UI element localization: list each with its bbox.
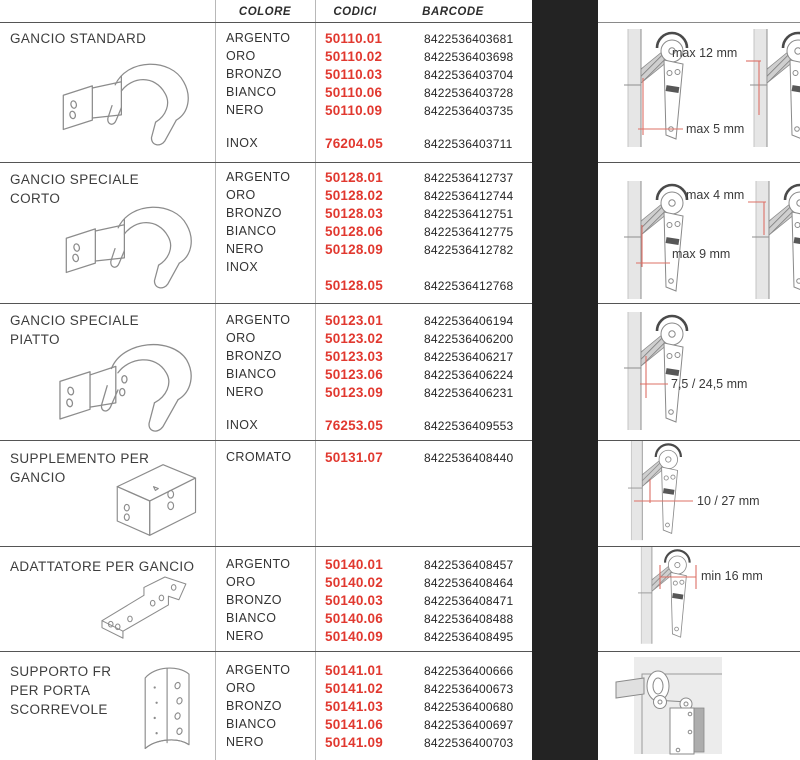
barcode-value: 8422536409553: [424, 419, 514, 433]
code-value: 50123.09: [325, 385, 383, 400]
barcode-value: 8422536406224: [424, 368, 514, 382]
row-divider: [0, 546, 532, 547]
code-value: 50141.01: [325, 663, 383, 678]
product-name-line: CORTO: [10, 191, 61, 206]
product-name-line: ADATTATORE PER GANCIO: [10, 559, 195, 574]
code-value: 50140.06: [325, 611, 383, 626]
dimension-label: max 4 mm: [686, 188, 745, 202]
code-value: 50131.07: [325, 450, 383, 465]
barcode-value: 8422536412782: [424, 243, 514, 257]
barcode-value: 8422536408471: [424, 594, 514, 608]
barcode-value: 8422536408457: [424, 558, 514, 572]
barcode-value: 8422536408464: [424, 576, 514, 590]
product-name-line: GANCIO STANDARD: [10, 31, 147, 46]
row-divider: [0, 440, 532, 441]
color-value: BRONZO: [226, 206, 282, 220]
code-value: 50128.05: [325, 278, 383, 293]
barcode-value: 8422536412737: [424, 171, 514, 185]
color-value: ORO: [226, 188, 256, 202]
code-value: 50123.02: [325, 331, 383, 346]
barcode-value: 8422536408495: [424, 630, 514, 644]
code-value: 50110.02: [325, 49, 383, 64]
barcode-value: 8422536403681: [424, 32, 514, 46]
barcode-value: 8422536403698: [424, 50, 514, 64]
product-name-line: PIATTO: [10, 332, 60, 347]
color-value: NERO: [226, 385, 264, 399]
code-value: 50110.06: [325, 85, 383, 100]
code-value: 76253.05: [325, 418, 383, 433]
color-value: INOX: [226, 136, 259, 150]
dimension-label: max 5 mm: [686, 122, 745, 136]
product-title: [10, 29, 210, 48]
barcode-value: 8422536403735: [424, 104, 514, 118]
code-value: 50123.06: [325, 367, 383, 382]
row-divider: [0, 303, 532, 304]
color-value: BRONZO: [226, 593, 282, 607]
color-value: BIANCO: [226, 611, 277, 625]
product-name-line: SUPPLEMENTO PER: [10, 451, 150, 466]
dimension-label: max 9 mm: [672, 247, 731, 261]
row-divider: [0, 651, 532, 652]
color-value: BRONZO: [226, 67, 282, 81]
barcode-value: 8422536412775: [424, 225, 514, 239]
code-value: 50141.09: [325, 735, 383, 750]
product-name-line: GANCIO: [10, 470, 66, 485]
code-value: 50123.03: [325, 349, 383, 364]
product-name-line: SCORREVOLE: [10, 702, 108, 717]
dimension-label: 7,5 / 24,5 mm: [671, 377, 748, 391]
dimension-diagram: [598, 163, 800, 302]
code-value: 50128.02: [325, 188, 383, 203]
color-value: BRONZO: [226, 699, 282, 713]
code-value: 50140.01: [325, 557, 383, 572]
block-drawing: [100, 458, 208, 542]
color-value: ARGENTO: [226, 557, 291, 571]
color-value: INOX: [226, 260, 259, 274]
code-value: 50141.03: [325, 699, 383, 714]
code-value: 50128.06: [325, 224, 383, 239]
barcode-value: 8422536403728: [424, 86, 514, 100]
angle-bracket-drawing: [130, 657, 208, 757]
barcode-value: 8422536412751: [424, 207, 514, 221]
hook-standard-drawing: [55, 52, 195, 154]
hook-flat-drawing: [52, 332, 200, 434]
code-value: 50140.02: [325, 575, 383, 590]
barcode-value: 8422536400680: [424, 700, 514, 714]
code-value: 50140.09: [325, 629, 383, 644]
code-value: 50141.02: [325, 681, 383, 696]
color-value: BIANCO: [226, 224, 277, 238]
dimension-label: 10 / 27 mm: [697, 494, 760, 508]
dimension-label: min 16 mm: [701, 569, 763, 583]
color-value: ORO: [226, 49, 256, 63]
code-value: 50123.01: [325, 313, 383, 328]
black-divider-bar: [532, 0, 598, 760]
barcode-value: 8422536412768: [424, 279, 514, 293]
hook-short-drawing: [58, 196, 198, 296]
dimension-diagram: [598, 304, 800, 439]
row-divider: [0, 162, 532, 163]
color-value: BIANCO: [226, 85, 277, 99]
barcode-value: 8422536403711: [424, 137, 513, 151]
barcode-value: 8422536400673: [424, 682, 514, 696]
color-value: NERO: [226, 629, 264, 643]
column-divider-2: [315, 0, 316, 760]
color-value: CROMATO: [226, 450, 292, 464]
barcode-value: 8422536406217: [424, 350, 514, 364]
adapter-bar-drawing: [95, 566, 213, 650]
code-value: 76204.05: [325, 136, 383, 151]
product-name-line: SUPPORTO FR: [10, 664, 112, 679]
dimension-diagram: [598, 547, 800, 650]
barcode-value: 8422536400703: [424, 736, 514, 750]
color-value: NERO: [226, 103, 264, 117]
color-value: ARGENTO: [226, 31, 291, 45]
color-value: NERO: [226, 242, 264, 256]
color-value: BIANCO: [226, 367, 277, 381]
header-barcode: BARCODE: [422, 6, 484, 18]
code-value: 50128.03: [325, 206, 383, 221]
barcode-value: 8422536408440: [424, 451, 514, 465]
color-value: ORO: [226, 575, 256, 589]
barcode-value: 8422536406231: [424, 386, 514, 400]
row-divider: [0, 22, 532, 23]
color-value: ORO: [226, 331, 256, 345]
dimension-diagram: [598, 441, 800, 545]
code-value: 50110.03: [325, 67, 383, 82]
code-value: 50128.09: [325, 242, 383, 257]
barcode-value: 8422536408488: [424, 612, 514, 626]
color-value: BRONZO: [226, 349, 282, 363]
barcode-value: 8422536406200: [424, 332, 514, 346]
product-name-line: PER PORTA: [10, 683, 91, 698]
header-codici: CODICI: [333, 6, 377, 18]
barcode-value: 8422536406194: [424, 314, 514, 328]
color-value: BIANCO: [226, 717, 277, 731]
barcode-value: 8422536412744: [424, 189, 514, 203]
barcode-value: 8422536400666: [424, 664, 514, 678]
code-value: 50140.03: [325, 593, 383, 608]
product-name-line: GANCIO SPECIALE: [10, 313, 140, 328]
code-value: 50110.01: [325, 31, 383, 46]
color-value: ARGENTO: [226, 663, 291, 677]
column-divider-1: [215, 0, 216, 760]
code-value: 50110.09: [325, 103, 383, 118]
color-value: NERO: [226, 735, 264, 749]
dimension-diagram: [598, 652, 800, 759]
barcode-value: 8422536400697: [424, 718, 514, 732]
dimension-label: max 12 mm: [672, 46, 738, 60]
color-value: ORO: [226, 681, 256, 695]
color-value: ARGENTO: [226, 170, 291, 184]
product-name-line: GANCIO SPECIALE: [10, 172, 140, 187]
color-value: INOX: [226, 418, 259, 432]
code-value: 50141.06: [325, 717, 383, 732]
code-value: 50128.01: [325, 170, 383, 185]
barcode-value: 8422536403704: [424, 68, 514, 82]
header-colore: COLORE: [238, 6, 292, 18]
dimension-diagram: [598, 23, 800, 161]
color-value: ARGENTO: [226, 313, 291, 327]
